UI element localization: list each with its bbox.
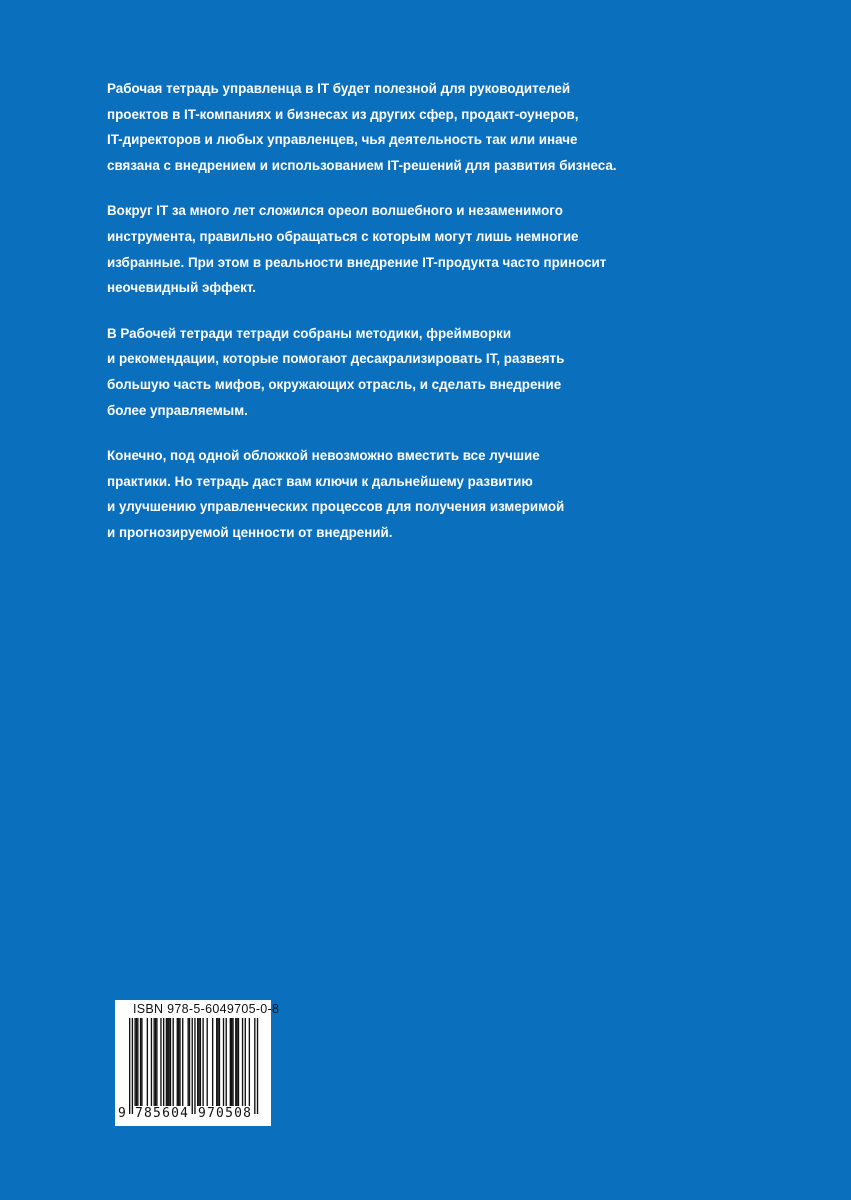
barcode-bar — [231, 1018, 232, 1106]
barcode-bar — [189, 1018, 190, 1106]
barcode-bar — [156, 1018, 157, 1106]
barcode-bar — [197, 1018, 198, 1106]
barcode-bar — [163, 1018, 164, 1106]
barcode-bar — [147, 1018, 148, 1106]
paragraph-3 — [107, 321, 607, 423]
text-line: и улучшению управленческих процессов для получения измеримой — [107, 499, 565, 515]
barcode-bar — [249, 1018, 250, 1106]
barcode-bar — [151, 1018, 152, 1106]
barcode-bar — [257, 1018, 258, 1114]
text-line: Конечно, под одной обложкой невозможно вместить все лучшие — [107, 448, 540, 464]
text-line: Вокруг IT за много лет сложился ореол волшебного и незаменимого — [107, 203, 563, 219]
barcode-bar — [137, 1018, 138, 1106]
paragraph-2 — [107, 198, 607, 300]
barcode-bar — [141, 1018, 142, 1106]
barcode-bar — [136, 1018, 137, 1106]
barcode-bar — [166, 1018, 167, 1106]
text-line: инструмента, правильно обращаться с которым могут лишь немногие — [107, 228, 579, 244]
barcode-bar — [177, 1018, 178, 1106]
barcode-bar — [226, 1018, 227, 1106]
description-text — [107, 76, 617, 566]
barcode-bar — [198, 1018, 199, 1106]
barcode-bar — [179, 1018, 180, 1106]
barcode-bar — [192, 1018, 193, 1114]
text-line: и прогнозируемой ценности от внедрений. — [107, 524, 393, 540]
text-line: IT-директоров и любых управленцев, чья деятельность так или иначе — [107, 132, 578, 148]
barcode-bar — [173, 1018, 174, 1106]
barcode-bar — [217, 1018, 218, 1106]
paragraph-4 — [107, 443, 607, 545]
barcode-bar — [178, 1018, 179, 1106]
barcode-bar — [216, 1018, 217, 1106]
text-line: и рекомендации, которые помогают десакрализировать IT, развеять — [107, 351, 565, 367]
isbn-label: ISBN 978-5-6049705-0-8 — [133, 1002, 280, 1016]
barcode-bar — [254, 1018, 255, 1114]
ean-first-digit: 9 — [118, 1106, 128, 1121]
barcode-bar — [140, 1018, 141, 1106]
text-line: более управляемым. — [107, 402, 248, 418]
barcode-bar — [129, 1018, 130, 1114]
barcode-bar — [200, 1018, 201, 1106]
barcode-bar — [155, 1018, 156, 1106]
barcode-bar — [187, 1018, 188, 1106]
text-line: неочевидный эффект. — [107, 280, 256, 296]
barcode-bar — [170, 1018, 171, 1106]
barcode-bar — [160, 1018, 161, 1106]
text-line: связана с внедрением и использованием IT-решений для развития бизнеса. — [107, 157, 617, 173]
text-line: практики. Но тетрадь даст вам ключи к дальнейшему развитию — [107, 473, 533, 489]
barcode-bar — [167, 1018, 168, 1106]
text-line: Рабочая тетрадь управленца в IT будет полезной для руководителей — [107, 81, 571, 96]
text-line: проектов в IT-компаниях и бизнесах из других сфер, продакт-оунеров, — [107, 106, 579, 122]
paragraph-1 — [107, 76, 617, 178]
barcode-bar — [212, 1018, 213, 1106]
barcode-bar — [236, 1018, 237, 1106]
barcode-bar — [202, 1018, 203, 1106]
barcode-bar — [245, 1018, 246, 1106]
barcode-bar — [132, 1018, 133, 1114]
text-line: большую часть мифов, окружающих отрасль, и сделать внедрение — [107, 376, 562, 392]
barcode-bar — [235, 1018, 236, 1106]
barcode-bar — [232, 1018, 233, 1106]
barcode-bar — [194, 1018, 195, 1114]
barcode-bar — [207, 1018, 208, 1106]
barcode-bar — [230, 1018, 231, 1106]
barcode-bar — [219, 1018, 220, 1106]
isbn-barcode — [115, 1000, 280, 1126]
barcode-bar — [134, 1018, 135, 1106]
barcode-bar — [182, 1018, 183, 1106]
barcode-bar — [168, 1018, 169, 1106]
text-line: В Рабочей тетради тетради собраны методики, фреймворки — [107, 325, 512, 341]
barcode-bar — [238, 1018, 239, 1106]
ean-left-digits: 785604 — [135, 1106, 190, 1121]
ean-right-digits: 970508 — [198, 1106, 253, 1121]
text-line: избранные. При этом в реальности внедрение IT-продукта часто приносит — [107, 254, 607, 270]
barcode-bar — [153, 1018, 154, 1106]
barcode-bar — [242, 1018, 243, 1106]
barcode-bar — [223, 1018, 224, 1106]
